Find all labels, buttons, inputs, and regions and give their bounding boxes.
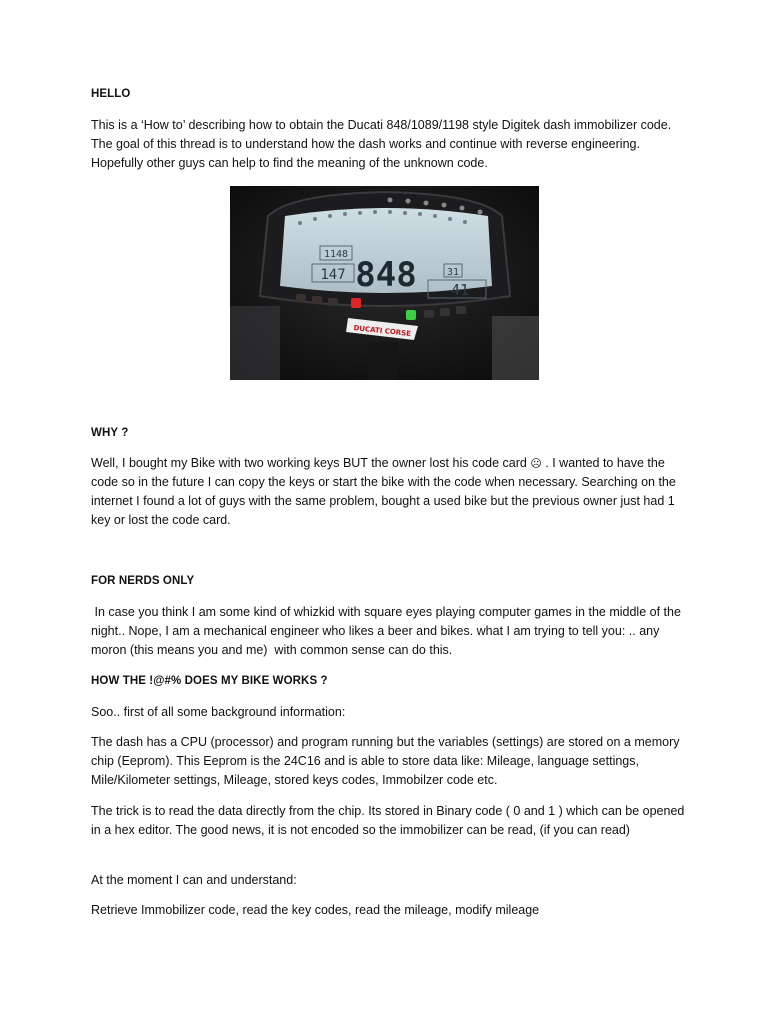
dash-right-top-readout: 31: [446, 267, 460, 278]
nerds-heading: FOR NERDS ONLY: [91, 575, 195, 587]
dash-brand-label: DUCATI CORSE: [353, 324, 412, 339]
why-text-start: Well, I bought my Bike with two working keys BUT the owner lost his code card: [91, 456, 527, 470]
nerds-paragraph: In case you think I am some kind of whizkid with square eyes playing computer games in the middle of the night.. Nope, I am a mechanical engineer who likes a beer and bikes. what I am trying to tell you: .. any moron (this means you and me) with common sense can do this.: [91, 605, 685, 657]
dash-paragraph: The dash has a CPU (processor) and program running but the variables (settings) are stored on a memory chip (Eeprom). This Eeprom is the 24C16 and is able to store data like: Mileage, language settings, Mile/Kilometer settings, Mileage, stored keys codes, Immobilzer code etc.: [91, 735, 680, 787]
why-text-end: . I wanted to have the code so in the future I can copy the keys or start the bike with the code when necessary. Searching on the internet I found a lot of guys with the same problem, bought a used bike but the previous owner just had 1 key or lost the code card.: [91, 456, 676, 527]
hello-heading: HELLO: [91, 88, 131, 100]
moment-text: At the moment I can and understand:: [91, 873, 297, 887]
ducati-dash-photo: [230, 186, 539, 380]
retrieve-text: Retrieve Immobilizer code, read the key codes, read the mileage, modify mileage: [91, 903, 540, 917]
sad-face-icon: ☹: [530, 457, 542, 470]
dash-big-readout: 848: [355, 255, 417, 295]
trick-paragraph: The trick is to read the data directly from the chip. Its stored in Binary code ( 0 and 1 ) which can be opened in a hex editor. The good news, it is not encoded so the immobilizer can be read, (if you can read): [91, 804, 685, 837]
dash-left-top-readout: 1148: [323, 249, 349, 260]
how-heading: HOW THE !@#% DOES MY BIKE WORKS ?: [91, 675, 328, 687]
why-paragraph: [91, 454, 686, 530]
intro-paragraph: This is a ‘How to’ describing how to obtain the Ducati 848/1089/1198 style Digitek dash immobilizer code. The goal of this thread is to understand how the dash works and continue with reverse engineering. Hopefully other guys can help to find the meaning of the unknown code.: [91, 118, 672, 170]
dash-right-bottom-readout: 41: [450, 281, 470, 299]
why-heading: WHY ?: [91, 427, 129, 439]
dash-left-bottom-readout: 147: [320, 267, 346, 283]
background-intro-text: Soo.. first of all some background information:: [91, 705, 346, 719]
